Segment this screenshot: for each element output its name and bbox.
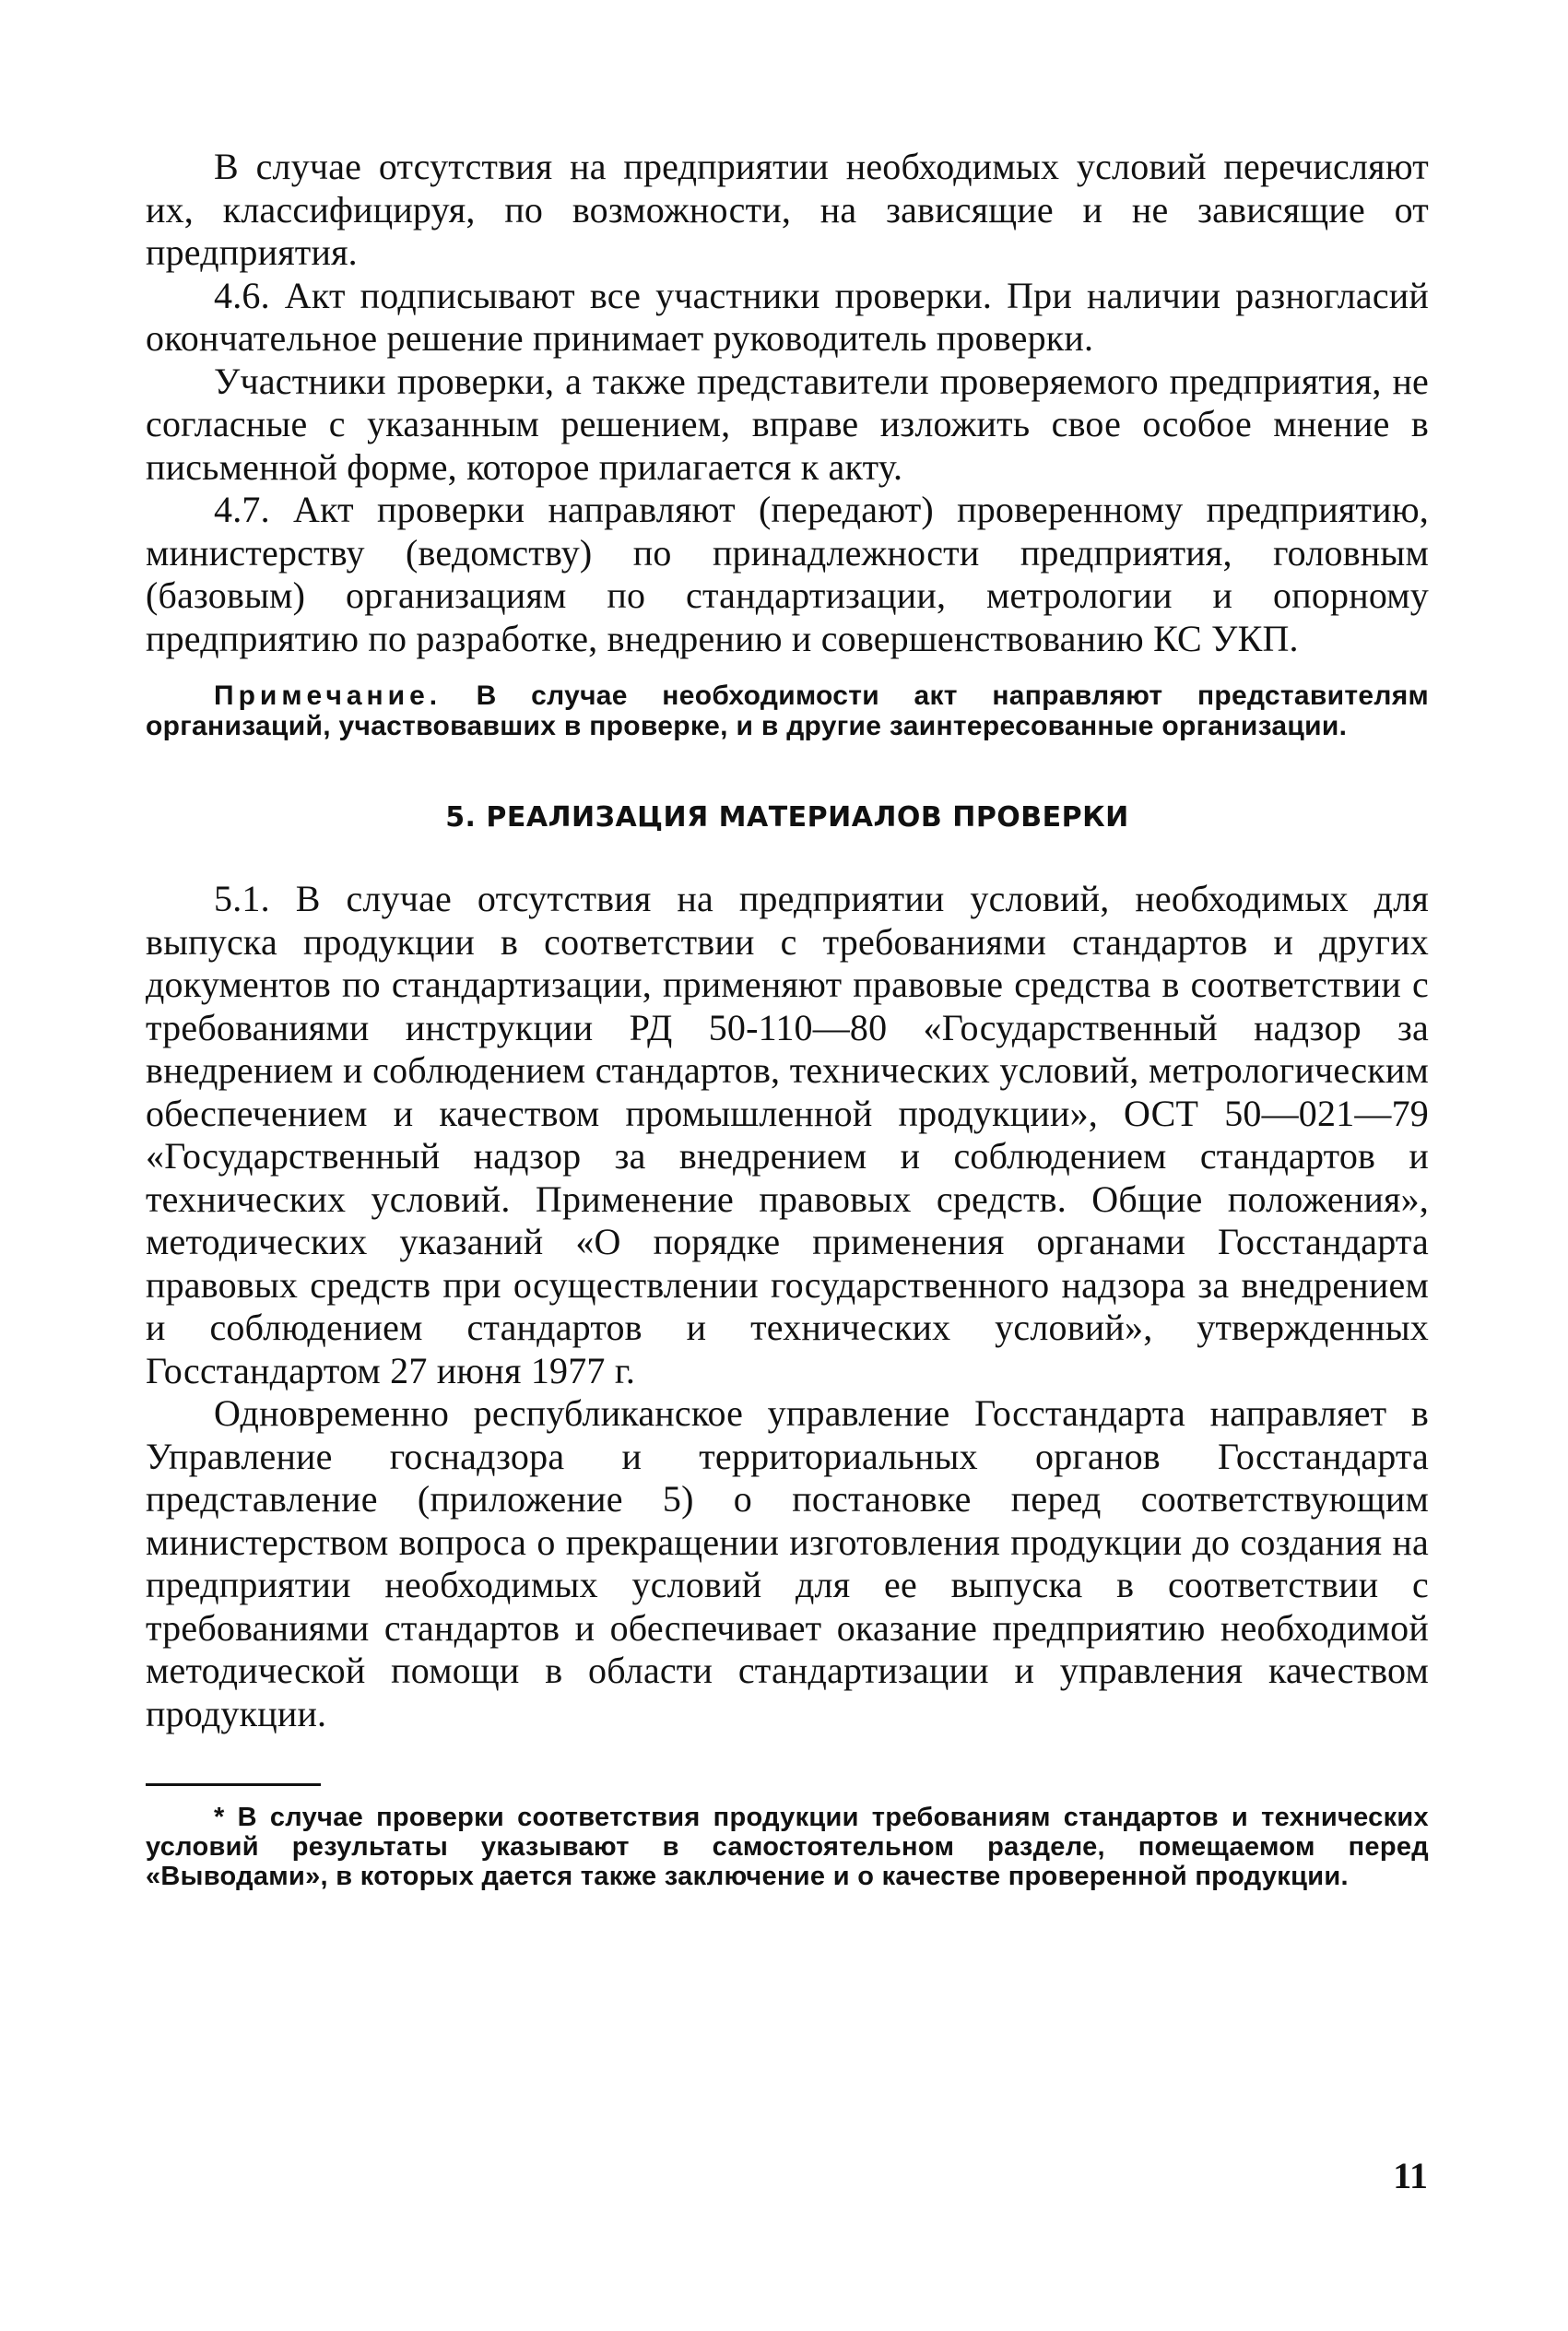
paragraph-dissenting-opinion: Участники проверки, а также представители проверяемого предприятия, не согласные с указанным решением, вправе изложить свое особое мнение в письменной форме, которое прилагается к акту. — [146, 360, 1429, 488]
page-number: 11 — [1393, 2155, 1428, 2196]
paragraph-missing-conditions: В случае отсутствия на предприятии необходимых условий перечисляют их, классифицируя, по возможности, на зависящие и не зависящие от предприятия. — [146, 146, 1429, 273]
section-heading: 5. РЕАЛИЗАЦИЯ МАТЕРИАЛОВ ПРОВЕРКИ — [445, 801, 1129, 834]
note-label: Примечание. — [214, 680, 442, 711]
paragraph-4-6: 4.6. Акт подписывают все участники проверки. При наличии разногласий окончательное решение принимает руководитель проверки. — [146, 274, 1429, 359]
footnote-divider — [146, 1783, 321, 1786]
paragraph-4-7: 4.7. Акт проверки направляют (передают) проверенному предприятию, министерству (ведомству) по принадлежности предприятия, головным (базовым) организациям по стандартизации, метрологии и опорному предприятию по разработке, внедрению и совершенствованию КС УКП. — [146, 489, 1429, 659]
note-text: В случае необходимости акт направляют представителям организаций, участвовавших в проверке, и в другие заинтересованные организации. — [146, 680, 1429, 741]
note — [146, 680, 1429, 741]
page-content — [146, 146, 1429, 1891]
footnote: * В случае проверки соответствия продукции требованиям стандартов и технических условий результаты указывают в самостоятельном разделе, помещаемом перед «Выводами», в которых дается также заключение и о качестве проверенной продукции. — [146, 1803, 1429, 1891]
paragraph-republican-office: Одновременно республиканское управление Госстандарта направляет в Управление госнадзора и территориальных органов Госстандарта представление (приложение 5) о постановке перед соответствующим министерством вопроса о прекращении изготовления продукции до создания на предприятии необходимых условий для ее выпуска в соответствии с требованиями стандартов и обеспечивает оказание предприятию необходимой методической помощи в области стандартизации и управления качеством продукции. — [146, 1392, 1429, 1734]
paragraph-5-1: 5.1. В случае отсутствия на предприятии условий, необходимых для выпуска продукции в соответствии с требованиями стандартов и других документов по стандартизации, применяют правовые средства в соответствии с требованиями инструкции РД 50-110—80 «Государственный надзор за внедрением и соблюдением стандартов, технических условий, метрологическим обеспечением и качеством промышленной продукции», ОСТ 50—021—79 «Государственный надзор за внедрением и соблюдением стандартов и технических условий. Применение правовых средств. Общие положения», методических указаний «О порядке применения органами Госстандарта правовых средств при осуществлении государственного надзора за внедрением и соблюдением стандартов и технических условий», утвержденных Госстандартом 27 июня 1977 г. — [146, 878, 1429, 1391]
